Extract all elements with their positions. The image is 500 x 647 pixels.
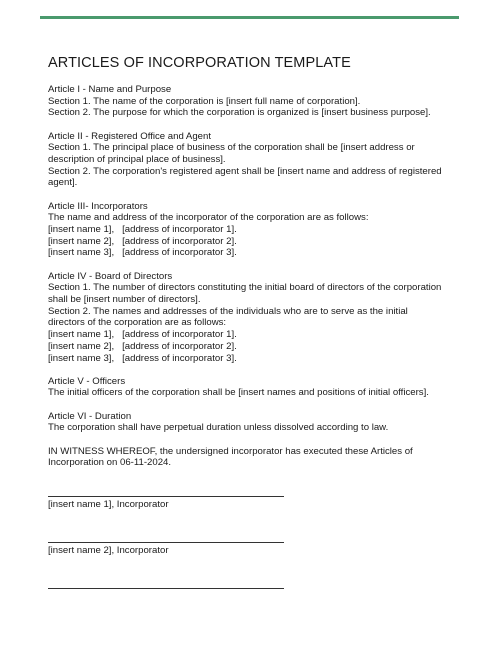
- director-row: [insert name 3], [address of incorporator 3].: [48, 352, 237, 364]
- article-text-line: Section 2. The names and addresses of the individuals who are to serve as the initial: [48, 305, 408, 317]
- signature-caption: [insert name 2], Incorporator: [48, 545, 169, 556]
- signature-line: [48, 588, 284, 589]
- signature-line: [48, 496, 284, 497]
- signature-caption: [insert name 1], Incorporator: [48, 499, 169, 510]
- article-text-line: description of principal place of business].: [48, 154, 226, 166]
- article-text-line: Section 1. The name of the corporation is [insert full name of corporation].: [48, 95, 361, 107]
- signature-block-1: [48, 496, 284, 511]
- incorporator-row: [insert name 1], [address of incorporator 1].: [48, 224, 237, 236]
- article-heading: Article II - Registered Office and Agent: [48, 130, 211, 142]
- article-text-line: The corporation shall have perpetual duration unless dissolved according to law.: [48, 422, 389, 434]
- incorporator-row: [insert name 3], [address of incorporator 3].: [48, 247, 237, 259]
- document-title: ARTICLES OF INCORPORATION TEMPLATE: [48, 55, 351, 71]
- witness-text-line: Incorporation on 06-11-2024.: [48, 457, 172, 469]
- article-text-line: agent].: [48, 177, 78, 189]
- article-5: [48, 376, 468, 399]
- article-1: [48, 84, 468, 119]
- article-text-line: directors of the corporation are as follows:: [48, 317, 227, 329]
- signature-block-2: [48, 542, 284, 557]
- director-row: [insert name 1], [address of incorporator 1].: [48, 329, 237, 341]
- article-2: [48, 131, 468, 190]
- article-heading: Article V - Officers: [48, 375, 126, 387]
- article-text-line: shall be [insert number of directors].: [48, 294, 201, 306]
- incorporator-row: [insert name 2], [address of incorporator 2].: [48, 235, 237, 247]
- document-body: [48, 55, 468, 480]
- article-text-line: Section 1. The number of directors constituting the initial board of directors of the corporation: [48, 282, 442, 294]
- article-text-line: The name and address of the incorporator of the corporation are as follows:: [48, 212, 369, 224]
- article-text-line: Section 1. The principal place of business of the corporation shall be [insert address or: [48, 142, 415, 154]
- witness-text-line: IN WITNESS WHEREOF, the undersigned incorporator has executed these Articles of: [48, 445, 413, 457]
- article-4: [48, 271, 468, 365]
- signature-line: [48, 542, 284, 543]
- director-row: [insert name 2], [address of incorporator 2].: [48, 340, 237, 352]
- header-rule: [40, 16, 459, 19]
- article-heading: Article I - Name and Purpose: [48, 84, 172, 95]
- article-3: [48, 201, 468, 260]
- article-text-line: Section 2. The corporation's registered agent shall be [insert name and address of registered: [48, 165, 442, 177]
- article-heading: Article IV - Board of Directors: [48, 270, 173, 282]
- signature-block-3: [48, 588, 284, 591]
- article-text-line: The initial officers of the corporation shall be [insert names and positions of initial officers].: [48, 387, 429, 399]
- article-6: [48, 411, 468, 434]
- witness-clause: [48, 446, 468, 469]
- article-heading: Article III- Incorporators: [48, 200, 148, 212]
- article-text-line: Section 2. The purpose for which the corporation is organized is [insert business purpose].: [48, 107, 431, 119]
- article-heading: Article VI - Duration: [48, 410, 132, 422]
